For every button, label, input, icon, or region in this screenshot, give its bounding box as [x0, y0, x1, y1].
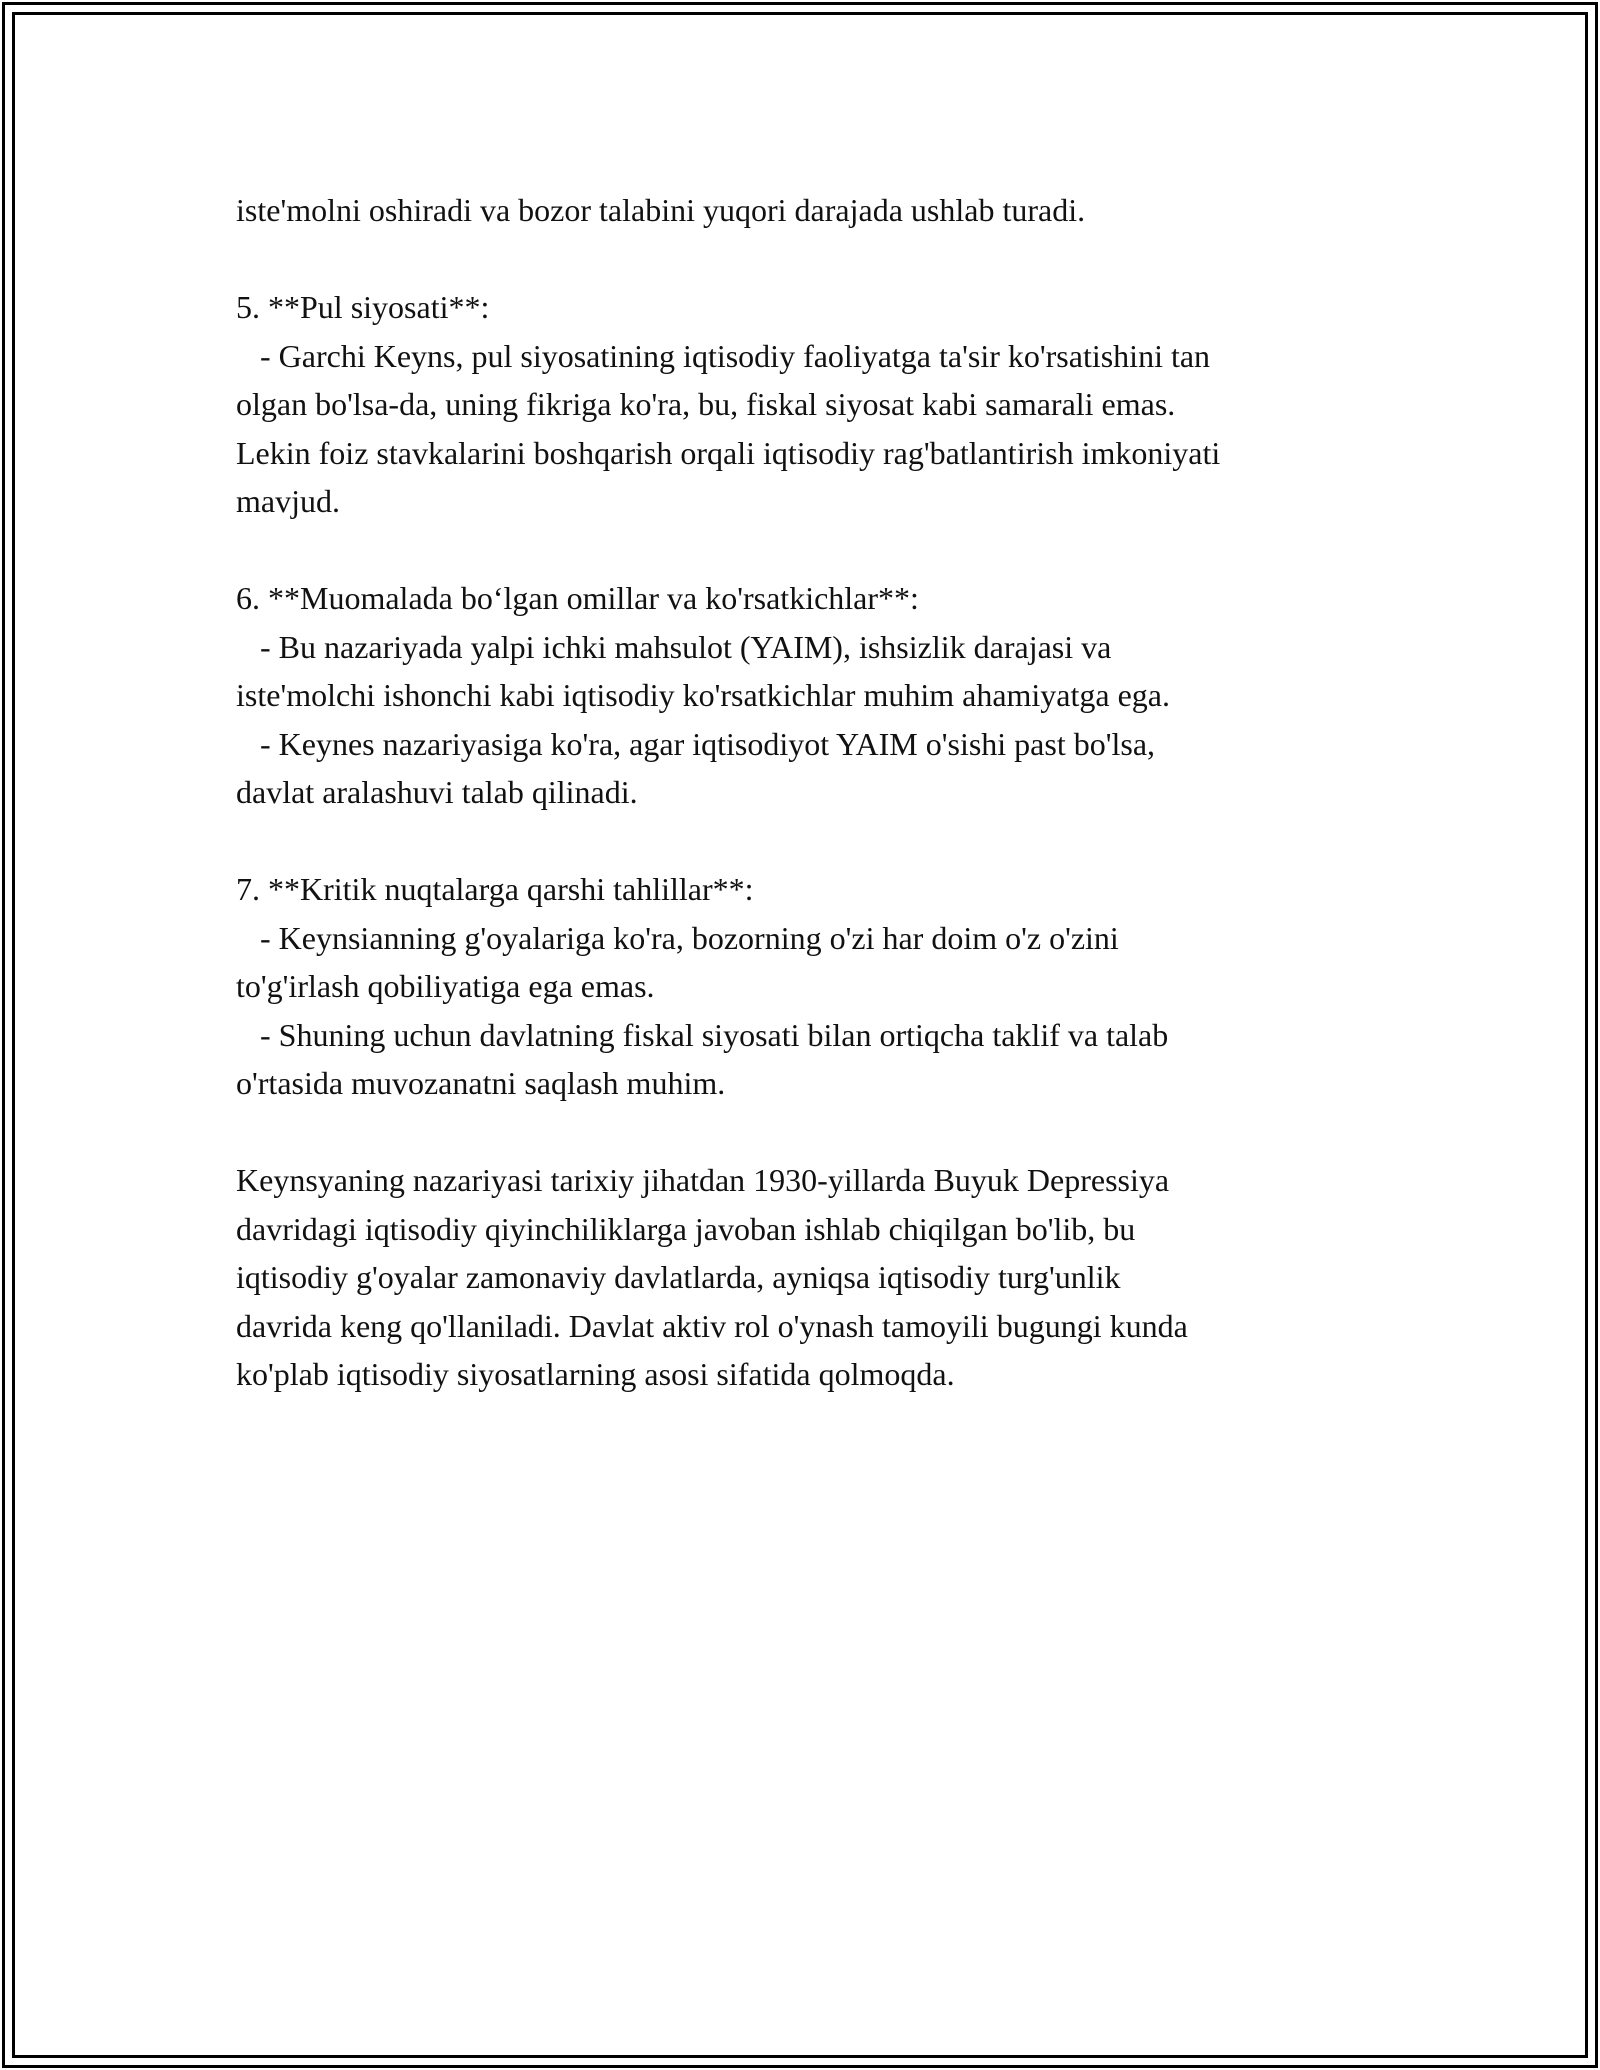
paragraph-gap: [236, 817, 1436, 866]
section-line: olgan bo'lsa-da, uning fikriga ko'ra, bu, fiskal siyosat kabi samarali emas.: [236, 386, 1176, 422]
section-line: mavjud.: [236, 483, 340, 519]
section-line: - Keynsianning g'oyalariga ko'ra, bozorning o'zi har doim o'z o'zini: [236, 919, 1119, 956]
section-line: - Keynes nazariyasiga ko'ra, agar iqtisodiyot YAIM o'sishi past bo'lsa,: [236, 725, 1156, 762]
section-line: davlat aralashuvi talab qilinadi.: [236, 774, 638, 810]
section-heading: 7. **Kritik nuqtalarga qarshi tahlillar**:: [236, 871, 754, 907]
section-line: to'g'irlash qobiliyatiga ega emas.: [236, 968, 655, 1004]
intro-line: iste'molni oshiradi va bozor talabini yuqori darajada ushlab turadi.: [236, 192, 1086, 228]
section-line: o'rtasida muvozanatni saqlash muhim.: [236, 1065, 726, 1101]
section-line: - Shuning uchun davlatning fiskal siyosati bilan ortiqcha taklif va talab: [236, 1016, 1169, 1053]
section-line: Lekin foiz stavkalarini boshqarish orqali iqtisodiy rag'batlantirish imkoniyati: [236, 434, 1221, 471]
conclusion-paragraph: [236, 1156, 1436, 1399]
section-6: [236, 574, 1436, 817]
section-7: [236, 865, 1436, 1108]
conclusion-line: iqtisodiy g'oyalar zamonaviy davlatlarda, ayniqsa iqtisodiy turg'unlik: [236, 1259, 1121, 1295]
conclusion-line: davrida keng qo'llaniladi. Davlat aktiv rol o'ynash tamoyili bugungi kunda: [236, 1307, 1188, 1344]
document-body: [236, 186, 1436, 1399]
section-line: - Bu nazariyada yalpi ichki mahsulot (YAIM), ishsizlik darajasi va: [236, 628, 1112, 665]
section-heading: 6. **Muomalada bo‘lgan omillar va ko'rsatkichlar**:: [236, 580, 919, 616]
paragraph-gap: [236, 235, 1436, 284]
conclusion-line: ko'plab iqtisodiy siyosatlarning asosi sifatida qolmoqda.: [236, 1356, 955, 1392]
section-5: [236, 283, 1436, 526]
paragraph-gap: [236, 1108, 1436, 1157]
paragraph-gap: [236, 526, 1436, 575]
section-heading: 5. **Pul siyosati**:: [236, 289, 490, 325]
conclusion-line: davridagi iqtisodiy qiyinchiliklarga javoban ishlab chiqilgan bo'lib, bu: [236, 1210, 1136, 1247]
section-line: - Garchi Keyns, pul siyosatining iqtisodiy faoliyatga ta'sir ko'rsatishini tan: [236, 337, 1211, 374]
conclusion-line: Keynsyaning nazariyasi tarixiy jihatdan 1930-yillarda Buyuk Depressiya: [236, 1162, 1170, 1198]
section-line: iste'molchi ishonchi kabi iqtisodiy ko'rsatkichlar muhim ahamiyatga ega.: [236, 677, 1170, 713]
